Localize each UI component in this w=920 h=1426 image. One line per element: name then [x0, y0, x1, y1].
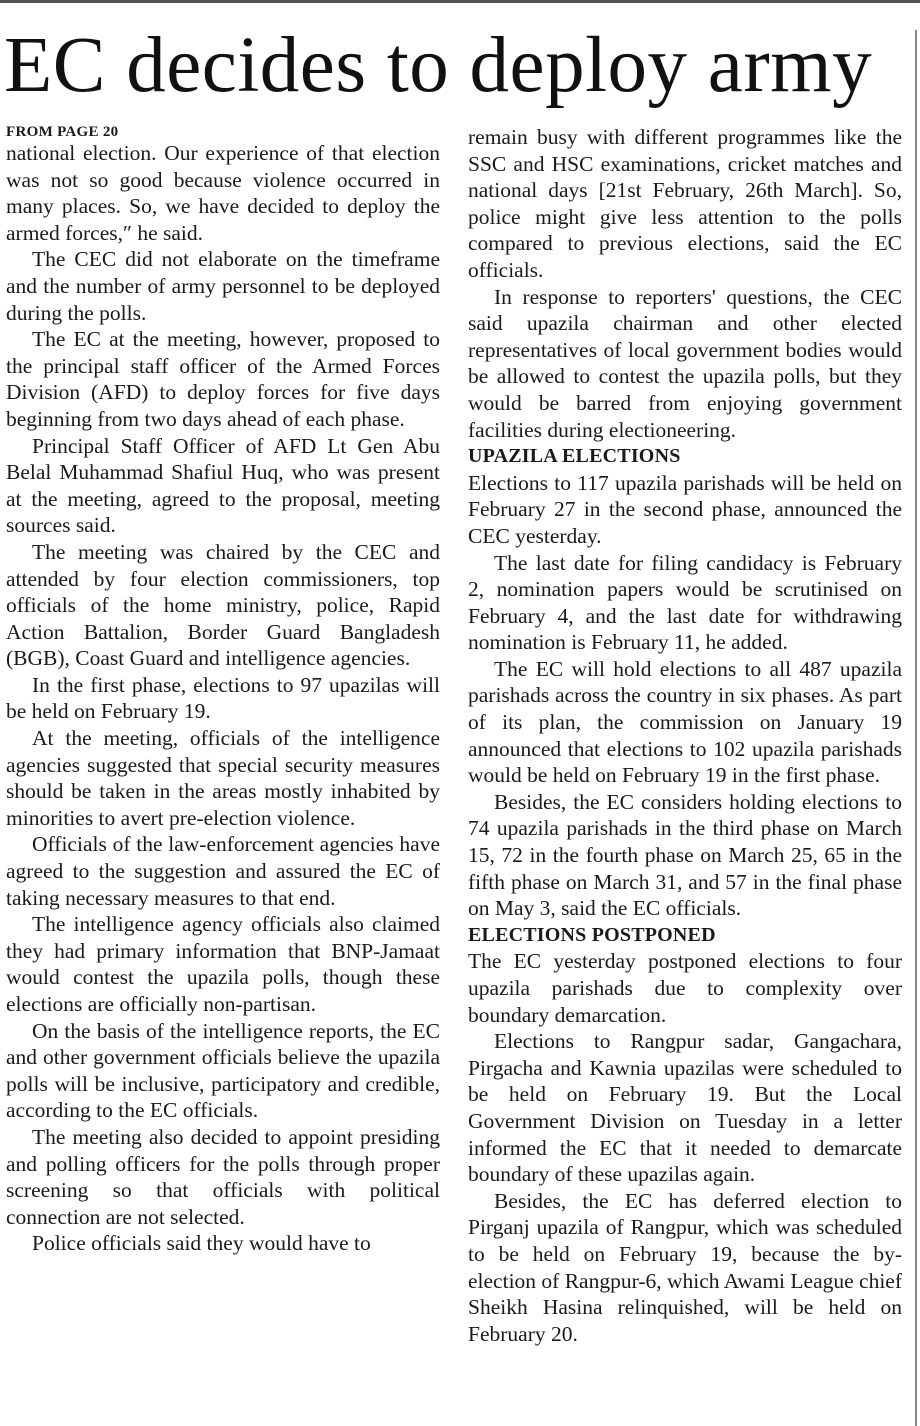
paragraph: The meeting also decided to appoint presiding and polling officers for the polls through proper screening so that officials with political connection are not selected. — [6, 1124, 440, 1229]
column-rule — [915, 30, 917, 1426]
paragraph: The CEC did not elaborate on the timeframe and the number of army personnel to be deployed during the polls. — [6, 247, 440, 325]
paragraph: The EC will hold elections to all 487 upazila parishads across the country in six phases. As part of its plan, the commission on January 19 announced that elections to 102 upazila parishads would be held on February 19 in the first phase. — [468, 656, 902, 788]
paragraph: The intelligence agency officials also claimed they had primary information that BNP-Jamaat would contest the upazila polls, though these elections are officially non-partisan. — [6, 912, 440, 1016]
paragraph: In the first phase, elections to 97 upazilas will be held on February 19. — [6, 672, 440, 724]
paragraph: At the meeting, officials of the intelligence agencies suggested that special security measures should be taken in the areas mostly inhabited by minorities to avert pre-election violence. — [6, 726, 440, 830]
left-column — [6, 124, 440, 1424]
paragraph: Elections to Rangpur sadar, Gangachara, Pirgacha and Kawnia upazilas were scheduled to be held on February 19. But the Local Government Division on Tuesday in a letter informed the EC that it needed to demarcate boundary of these upazilas again. — [468, 1029, 902, 1187]
section-heading-upazila-elections: UPAZILA ELECTIONS — [468, 445, 681, 468]
right-column — [468, 124, 902, 1424]
paragraph: Elections to 117 upazila parishads will be held on February 27 in the second phase, announced the CEC yesterday. — [468, 470, 902, 548]
dateline: FROM PAGE 20 — [6, 124, 119, 140]
section-heading-elections-postponed: ELECTIONS POSTPONED — [468, 923, 716, 946]
paragraph: The EC at the meeting, however, proposed to the principal staff officer of the Armed Forces Division (AFD) to deploy forces for five days beginning from two days ahead of each phase. — [6, 327, 440, 431]
paragraph: The last date for filing candidacy is February 2, nomination papers would be scrutinised on February 4, and the last date for withdrawing nomination is February 11, he added. — [468, 550, 902, 655]
paragraph: national election. Our experience of that election was not so good because violence occurred in many places. So, we have decided to deploy the armed forces,″ he said. — [6, 141, 440, 245]
paragraph: Officials of the law-enforcement agencies have agreed to the suggestion and assured the EC of taking necessary measures to that end. — [6, 832, 440, 910]
paragraph: Besides, the EC has deferred election to Pirganj upazila of Rangpur, which was scheduled to be held on February 19, because the by-election of Rangpur-6, which Awami League chief Sheikh Hasina relinquished, will be held on February 20. — [468, 1188, 902, 1346]
paragraph: In response to reporters' questions, the CEC said upazila chairman and other elected representatives of local government bodies would be allowed to contest the upazila polls, but they would be barred from enjoying government facilities during electioneering. — [468, 284, 902, 442]
paragraph: The meeting was chaired by the CEC and attended by four election commissioners, top officials of the home ministry, police, Rapid Action Battalion, Border Guard Bangladesh (BGB), Coast Guard and intelligence agencies. — [6, 539, 440, 671]
paragraph: remain busy with different programmes like the SSC and HSC examinations, cricket matches and national days [21st February, 26th March]. So, police might give less attention to the polls compared to previous elections, said the EC officials. — [468, 125, 902, 282]
paragraph: Besides, the EC considers holding elections to 74 upazila parishads in the third phase on March 15, 72 in the fourth phase on March 25, 65 in the fifth phase on March 31, and 57 in the final phase on May 3, said the EC officials. — [468, 789, 902, 921]
paragraph: Police officials said they would have to — [32, 1231, 371, 1256]
headline: EC decides to deploy army — [4, 22, 873, 109]
paragraph: Principal Staff Officer of AFD Lt Gen Abu Belal Muhammad Shafiul Huq, who was present at the meeting, agreed to the proposal, meeting sources said. — [6, 433, 440, 538]
paragraph: On the basis of the intelligence reports, the EC and other government officials believe the upazila polls will be inclusive, participatory and credible, according to the EC officials. — [6, 1018, 440, 1123]
paragraph: The EC yesterday postponed elections to four upazila parishads due to complexity over boundary demarcation. — [468, 949, 902, 1027]
top-rule — [0, 0, 920, 3]
